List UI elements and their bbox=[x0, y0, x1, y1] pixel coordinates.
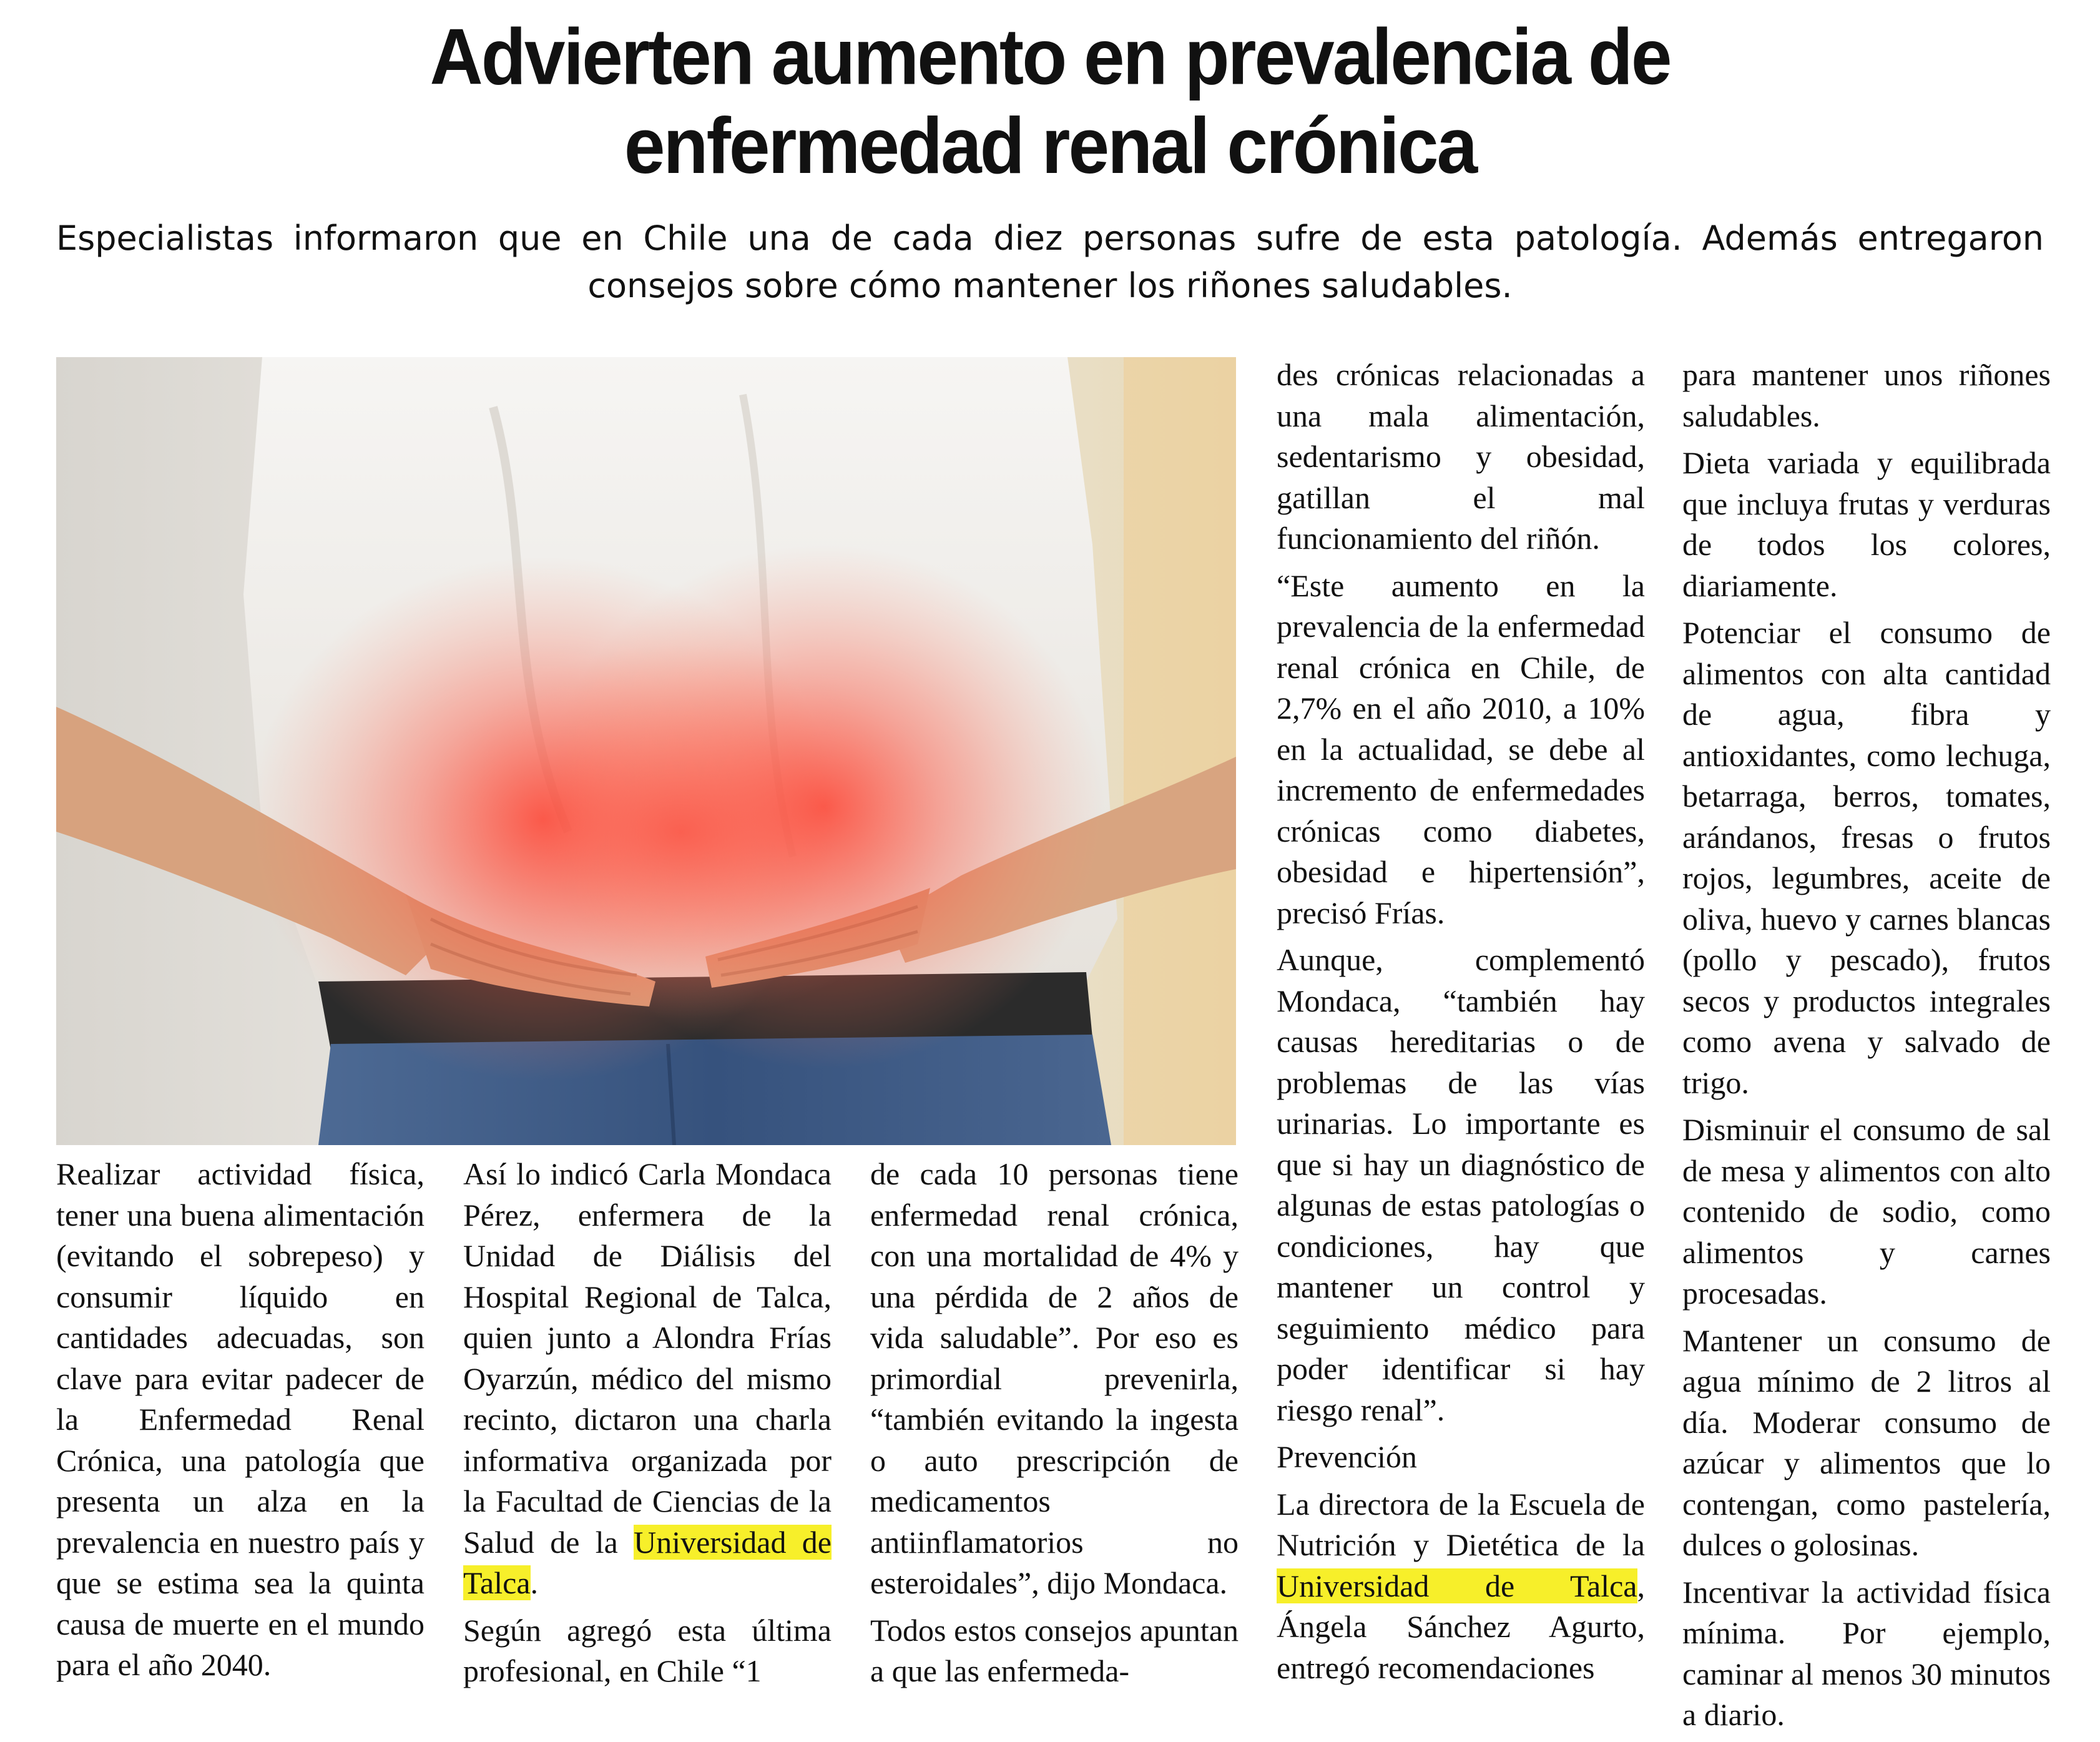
col2-paragraph-1 bbox=[463, 1154, 832, 1604]
col4-paragraph-3: Aunque, complementó Mondaca, “también hay causas hereditarias o de problemas de las vías urinarias. Lo importante es que si hay un diagnóstico de algunas de estas patologías o condiciones, hay que mantener un control y seguimiento médico para poder identificar si hay riesgo renal”. bbox=[1277, 942, 1645, 1427]
headline-line-1: Advierten aumento en prevalencia de bbox=[429, 12, 1671, 102]
headline bbox=[37, 12, 2063, 190]
col2-paragraph-2: Según agregó esta última profesional, en Chile “1 bbox=[463, 1612, 832, 1688]
col5-paragraph-1: para mantener unos riñones saludables. bbox=[1682, 357, 2051, 433]
section-subhead: Prevención bbox=[1277, 1439, 1417, 1474]
col5-paragraph-5: Mantener un consumo de agua mínimo de 2 litros al día. Moderar consumo de azúcar y alimentos que lo contengan, como pastelería, dulces o golosinas. bbox=[1682, 1322, 2051, 1562]
highlighted-university-name-2: Universidad de Talca bbox=[1277, 1568, 1637, 1603]
col5-paragraph-4: Disminuir el consumo de sal de mesa y alimentos con alto contenido de sodio, como alimentos y carnes procesadas. bbox=[1682, 1112, 2051, 1311]
col2-p1-text: Así lo indicó Carla Mondaca Pérez, enfermera de la Unidad de Diálisis del Hospital Regional de Talca, quien junto a Alondra Frías Oyarzún, médico del mismo recinto, dictaron una charla informativa organizada por la Facultad de Ciencias de la Salud de la bbox=[463, 1156, 832, 1560]
col4-p4-end: , Ángela Sánchez Agurto, entregó recomendaciones bbox=[1277, 1568, 1645, 1685]
column-4 bbox=[1277, 355, 1645, 1695]
column-1 bbox=[56, 1154, 424, 1692]
col5-paragraph-6: Incentivar la actividad física mínima. Por ejemplo, caminar al menos 30 minutos a diario. bbox=[1682, 1574, 2051, 1732]
highlighted-university-name: Universidad de Talca bbox=[463, 1524, 832, 1600]
col4-paragraph-4 bbox=[1277, 1484, 1645, 1689]
col2-p1-end: . bbox=[530, 1565, 539, 1600]
col4-paragraph-2: “Este aumento en la prevalencia de la enfermedad renal crónica en Chile, de 2,7% en el año 2010, a 10% en la actualidad, se debe al incremento de enfermedades crónicas como diabetes, obesidad e hipertensión”, precisó Frías. bbox=[1277, 568, 1645, 930]
deck-subtitle: Especialistas informaron que en Chile una de cada diez personas sufre de esta patología. Además entregaron consejos sobre cómo mantener los riñones saludables. bbox=[56, 219, 2044, 305]
column-2 bbox=[463, 1154, 832, 1698]
col3-paragraph-1: de cada 10 personas tiene enfermedad renal crónica, con una mortalidad de 4% y una pérdida de 2 años de vida saludable”. Por eso es primordial prevenirla, “también evitando la ingesta o auto prescripción de medicamentos antiinflamatorios no esteroidales”, dijo Mondaca. bbox=[870, 1156, 1239, 1600]
back-pain-illustration bbox=[56, 357, 1236, 1145]
headline-line-2: enfermedad renal crónica bbox=[624, 101, 1476, 191]
column-3 bbox=[870, 1154, 1239, 1698]
col1-paragraph-1: Realizar actividad física, tener una buena alimentación (evitando el sobrepeso) y consumir líquido en cantidades adecuadas, son clave para evitar padecer de la Enfermedad Renal Crónica, una patología que presenta un alza en la prevalencia en nuestro país y que se estima sea la quinta causa de muerte en el mundo para el año 2040. bbox=[56, 1156, 424, 1682]
col4-p4-text: La directora de la Escuela de Nutrición y Dietética de la bbox=[1277, 1486, 1645, 1562]
col3-paragraph-2: Todos estos consejos apuntan a que las enfermeda- bbox=[870, 1612, 1239, 1688]
col5-paragraph-3: Potenciar el consumo de alimentos con alta cantidad de agua, fibra y antioxidantes, como lechuga, betarraga, berros, tomates, arándanos, fresas o frutos rojos, legumbres, aceite de oliva, huevo y carnes blancas (pollo y pescado), frutos secos y productos integrales como avena y salvado de trigo. bbox=[1682, 615, 2051, 1100]
col5-paragraph-2: Dieta variada y equilibrada que incluya frutas y verduras de todos los colores, diariamente. bbox=[1682, 445, 2051, 603]
back-pain-photo bbox=[56, 357, 1236, 1145]
column-5 bbox=[1682, 355, 2051, 1742]
col4-paragraph-1: des crónicas relacionadas a una mala alimentación, sedentarismo y obesidad, gatillan el mal funcionamiento del riñón. bbox=[1277, 357, 1645, 556]
